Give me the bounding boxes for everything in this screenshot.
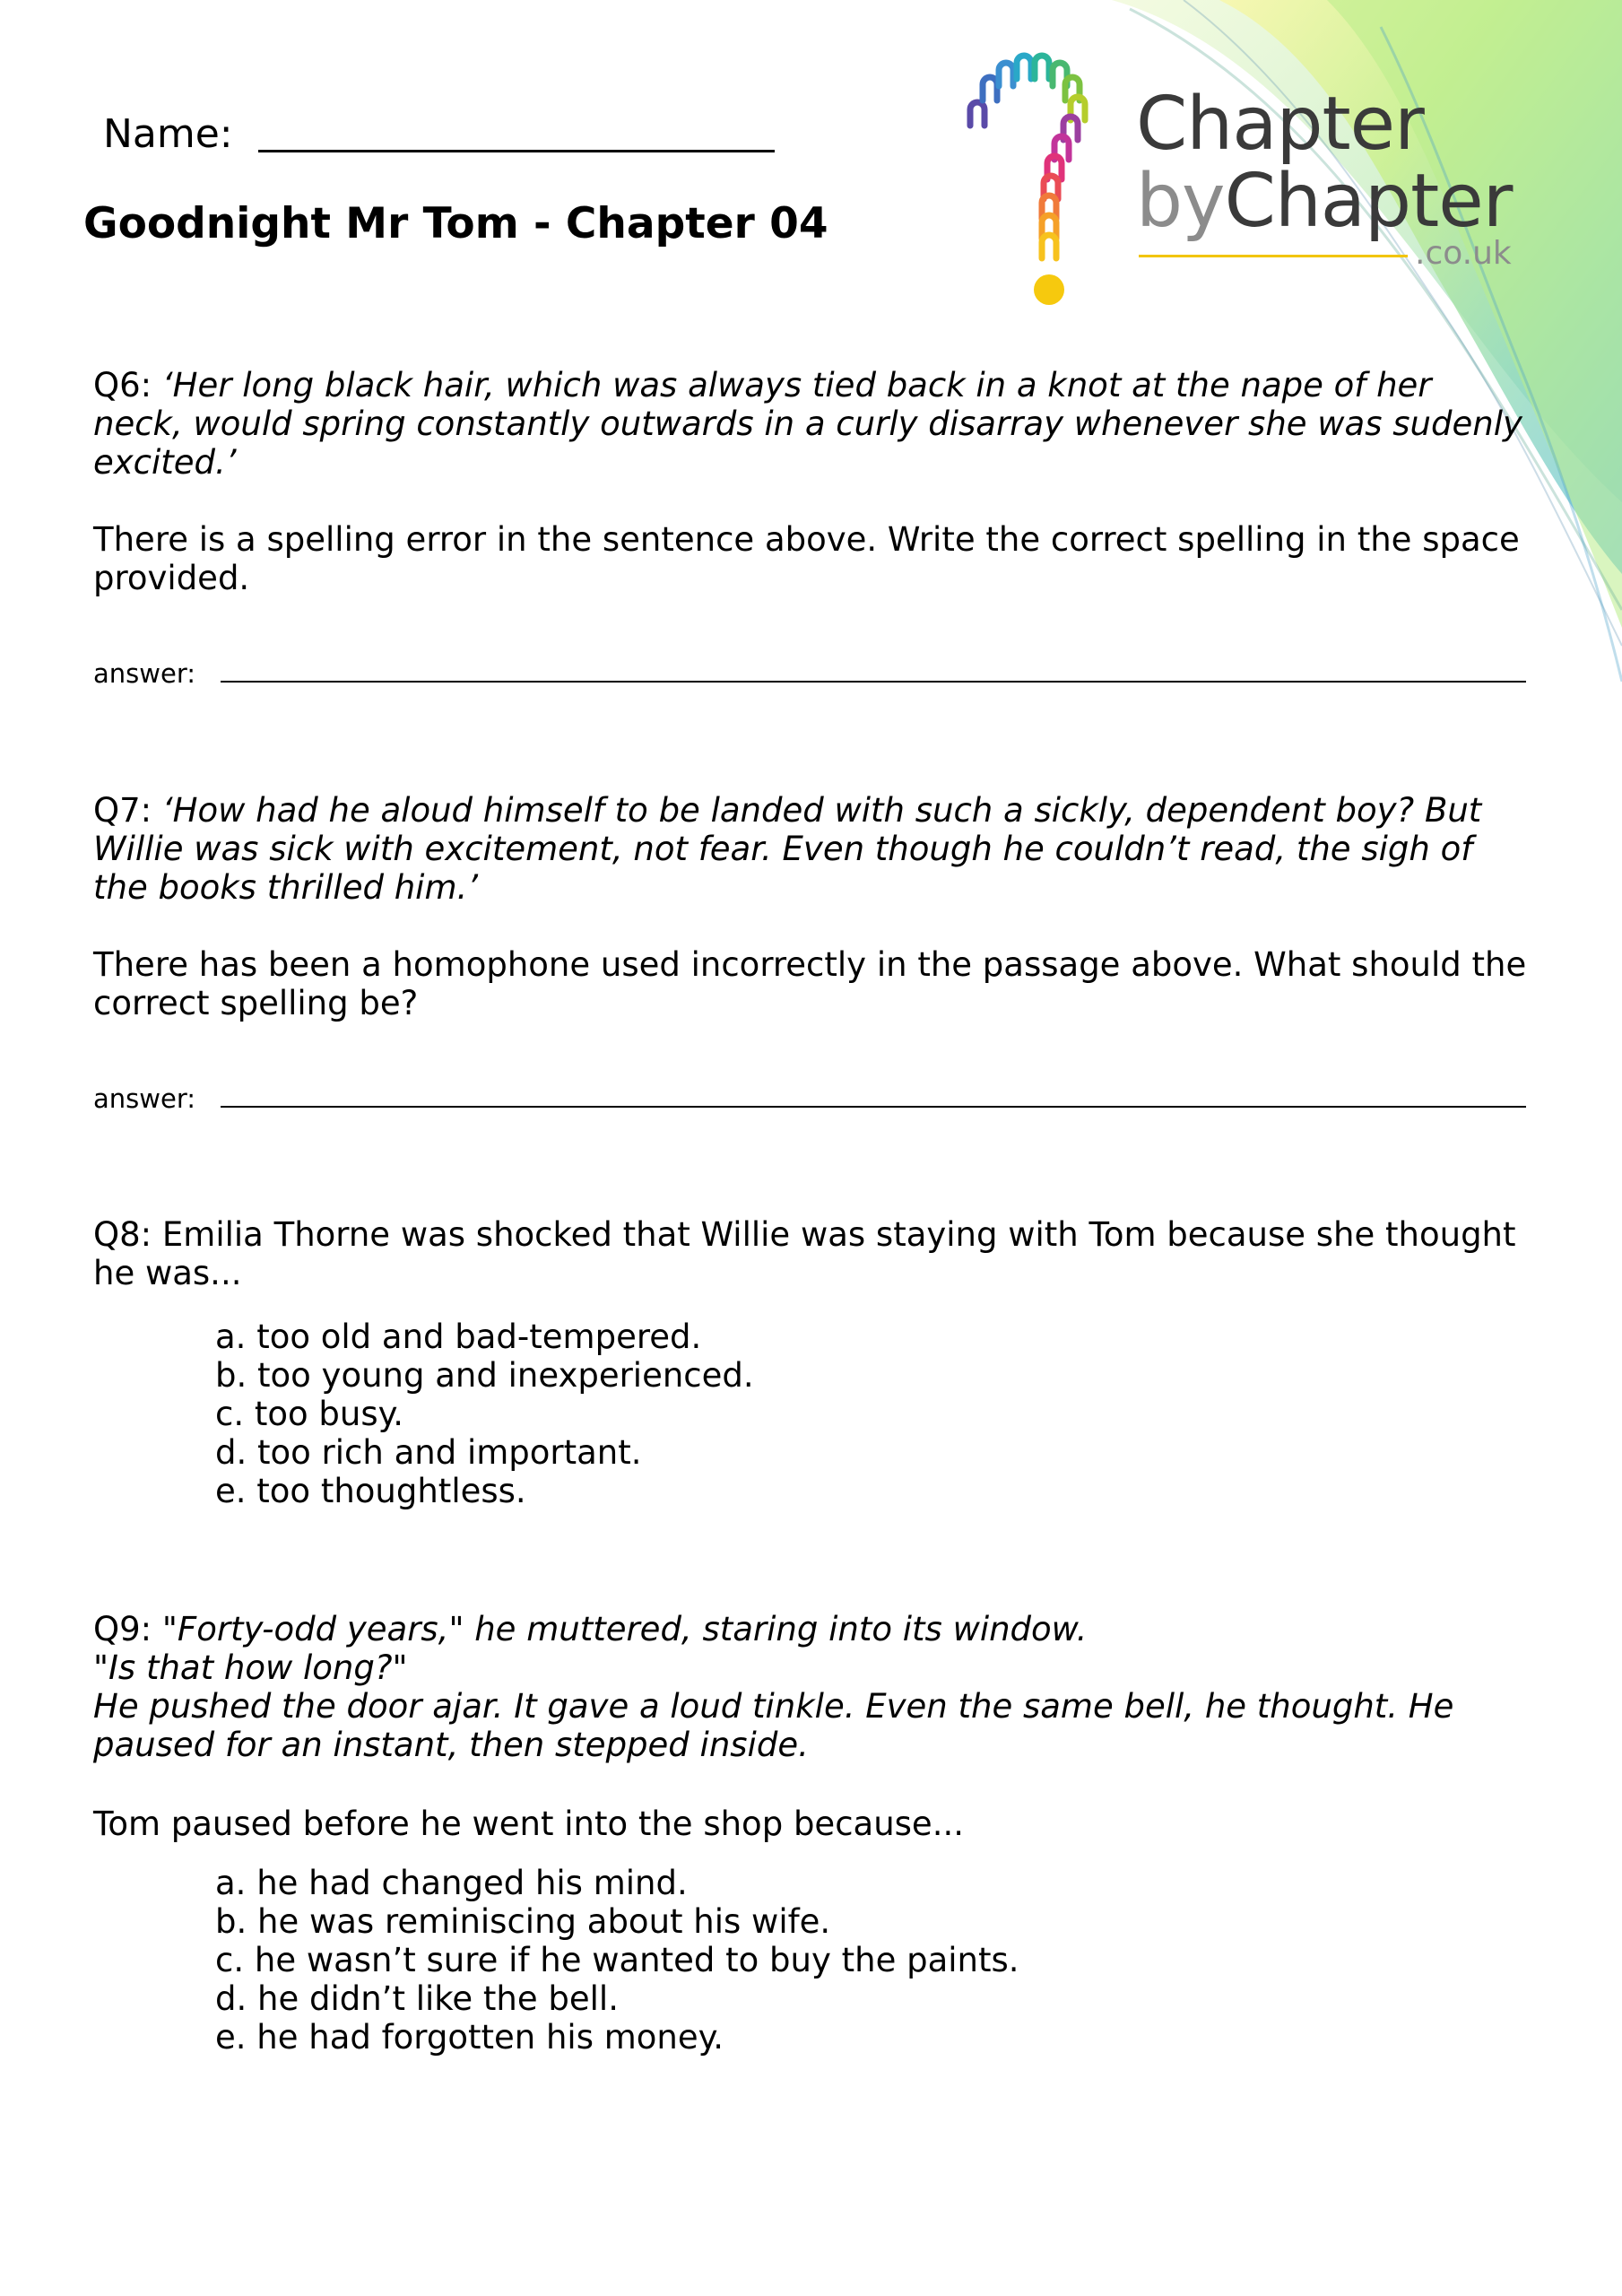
q9-option[interactable]: e. he had forgotten his money.	[215, 2018, 724, 2057]
q8-prompt-text: Emilia Thorne was shocked that Willie was staying with Tom because she thought he was...	[93, 1215, 1516, 1292]
q6-prompt: There is a spelling error in the sentence above. Write the correct spelling in the space provided.	[93, 520, 1520, 597]
q9-option[interactable]: d. he didn’t like the bell.	[215, 1979, 619, 2018]
q9-option[interactable]: c. he wasn’t sure if he wanted to buy the paints.	[215, 1941, 1019, 1979]
q9-quote	[93, 1610, 1528, 1764]
q7-prompt: There has been a homophone used incorrectly in the passage above. What should the correct spelling be?	[93, 945, 1527, 1022]
q9-option[interactable]: b. he was reminiscing about his wife.	[215, 1902, 831, 1941]
q9-quote-line: "Forty-odd years," he muttered, staring into its window.	[161, 1610, 1088, 1648]
question-mark-of-books-icon	[950, 45, 1130, 314]
q6-number: Q6:	[93, 366, 152, 404]
q7-answer-row	[93, 1083, 1528, 1119]
q8-option[interactable]: d. too rich and important.	[215, 1433, 642, 1472]
q6-answer-label: answer:	[93, 658, 196, 689]
q8-option[interactable]: b. too young and inexperienced.	[215, 1356, 754, 1395]
q8-number: Q8:	[93, 1215, 152, 1254]
q7-quote	[93, 791, 1528, 907]
q6-quote-text: ‘Her long black hair, which was always tied back in a knot at the nape of her neck, would spring constantly outwards in a curly disarray whenever she was sudenly excited.’	[93, 366, 1522, 482]
q8-option[interactable]: c. too busy.	[215, 1395, 404, 1433]
logo-text-by: by	[1136, 159, 1225, 244]
q6-answer-row	[93, 658, 1528, 694]
q7-quote-text: ‘How had he aloud himself to be landed with such a sickly, dependent boy? But Willie was sick with excitement, not fear. Even though he couldn’t read, the sigh of the books thrilled him.’	[93, 791, 1482, 907]
q8-option[interactable]: e. too thoughtless.	[215, 1472, 526, 1510]
name-input-line[interactable]	[258, 150, 775, 152]
q9-quote-line: He pushed the door ajar. It gave a loud tinkle. Even the same bell, he thought. He paused for an instant, then stepped inside.	[93, 1687, 1454, 1764]
q7-answer-line[interactable]	[221, 1106, 1526, 1108]
q6-answer-line[interactable]	[221, 681, 1526, 683]
q9-prompt: Tom paused before he went into the shop because...	[93, 1805, 964, 1843]
logo-domain: .co.uk	[1415, 235, 1512, 272]
logo-text-bychapter	[1136, 159, 1513, 244]
logo-text-chapter: Chapter	[1136, 82, 1424, 167]
q6-quote	[93, 366, 1528, 482]
q9-option[interactable]: a. he had changed his mind.	[215, 1864, 688, 1902]
worksheet-title: Goodnight Mr Tom - Chapter 04	[83, 199, 828, 248]
q8-options	[215, 1318, 754, 1510]
q7-answer-label: answer:	[93, 1083, 196, 1114]
q8-option[interactable]: a. too old and bad-tempered.	[215, 1318, 702, 1356]
q8-prompt	[93, 1215, 1528, 1292]
name-field-row	[103, 111, 775, 157]
logo-text-chapter-2: Chapter	[1224, 159, 1513, 244]
q9-number: Q9:	[93, 1610, 152, 1648]
name-label: Name:	[103, 111, 233, 157]
q9-quote-line: "Is that how long?"	[93, 1648, 408, 1687]
logo-underline	[1139, 255, 1408, 257]
q7-number: Q7:	[93, 791, 152, 830]
q9-options	[215, 1864, 1019, 2057]
